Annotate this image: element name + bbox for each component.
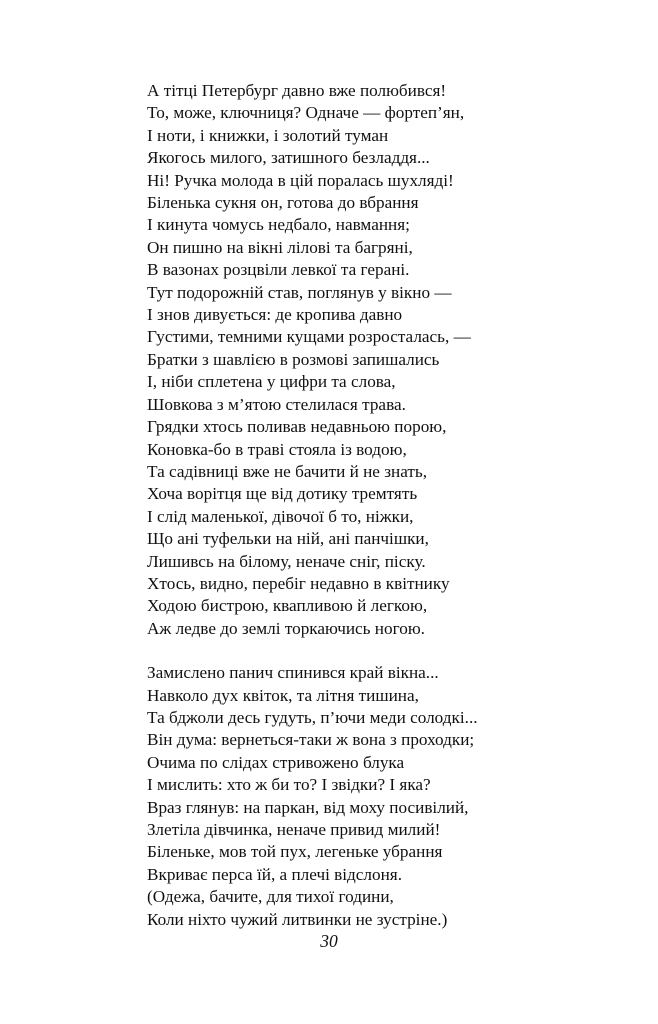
poem-line: А тітці Петербург давно вже полюбився! [147, 81, 447, 100]
poem-line: (Одежа, бачите, для тихої години, [147, 887, 394, 907]
poem-line: Шовкова з м’ятою стелилася трава. [147, 394, 406, 414]
poem-line: Замислено панич спинився край вікна... [147, 663, 439, 683]
poem-line: Навколо дух квіток, та літня тишина, [147, 685, 419, 705]
poem-line: Он пишно на вікні лілові та багряні, [147, 237, 413, 257]
poem-line: Злетіла дівчинка, неначе привид милий! [147, 820, 441, 839]
stanza-1 [147, 80, 547, 640]
poem-line: Грядки хтось поливав недавньою порою, [147, 417, 447, 437]
poem-line: Та садівниці вже не бачити й не знать, [147, 461, 428, 481]
poem-line: Братки з шавлією в розмові запишались [147, 349, 440, 369]
poem-line: І кинута чомусь недбало, навмання; [147, 215, 410, 235]
poem-line: Біленьке, мов той пух, легеньке убрання [147, 842, 443, 862]
poem-line: І слід маленької, дівочої б то, ніжки, [147, 506, 414, 526]
poem-line: І мислить: хто ж би то? І звідки? І яка? [147, 775, 431, 795]
stanza-2 [147, 662, 547, 931]
poem-line: І ноти, і книжки, і золотий туман [147, 125, 389, 145]
poem-line: І, ніби сплетена у цифри та слова, [147, 372, 396, 392]
poem-line: Ні! Ручка молода в цій поралась шухляді! [147, 170, 454, 190]
poem-line: Вкриває перса їй, а плечі відслоня. [147, 864, 403, 884]
poem-line: Та бджоли десь гудуть, п’ючи меди солодкі... [147, 707, 478, 727]
poem-line: Він дума: вернеться-таки ж вона з проходки; [147, 730, 475, 750]
poem-line: Коли ніхто чужий литвинки не зустріне.) [147, 909, 448, 929]
poem-line: Хтось, видно, перебіг недавно в квітнику [147, 573, 450, 593]
poem-text [147, 80, 547, 931]
poem-line: Очима по слідах стривожено блука [147, 752, 405, 772]
poem-line: Коновка-бо в траві стояла із водою, [147, 439, 407, 459]
page-number: 30 [320, 931, 338, 951]
poem-line: Враз глянув: на паркан, від моху посивілий, [147, 797, 469, 817]
poem-line: Хоча ворітця ще від дотику тремтять [147, 484, 418, 504]
poem-line: Ходою бистрою, квапливою й легкою, [147, 596, 428, 616]
poem-line: В вазонах розцвіли левкої та герані. [147, 260, 410, 280]
poem-line: Аж ледве до землі торкаючись ногою. [147, 618, 425, 638]
poem-line: Густими, темними кущами розросталась, — [147, 327, 471, 347]
poem-line: То, може, ключниця? Одначе — фортеп’ян, [147, 103, 465, 123]
poem-line: Якогось милого, затишного безладдя... [147, 148, 430, 168]
poem-line: І знов дивується: де кропива давно [147, 305, 403, 325]
poem-line: Лишивсь на білому, неначе сніг, піску. [147, 551, 426, 571]
poem-line: Тут подорожній став, поглянув у вікно — [147, 282, 452, 302]
poem-line: Що ані туфельки на ній, ані панчішки, [147, 529, 429, 549]
poem-line: Біленька сукня он, готова до вбрання [147, 193, 419, 213]
